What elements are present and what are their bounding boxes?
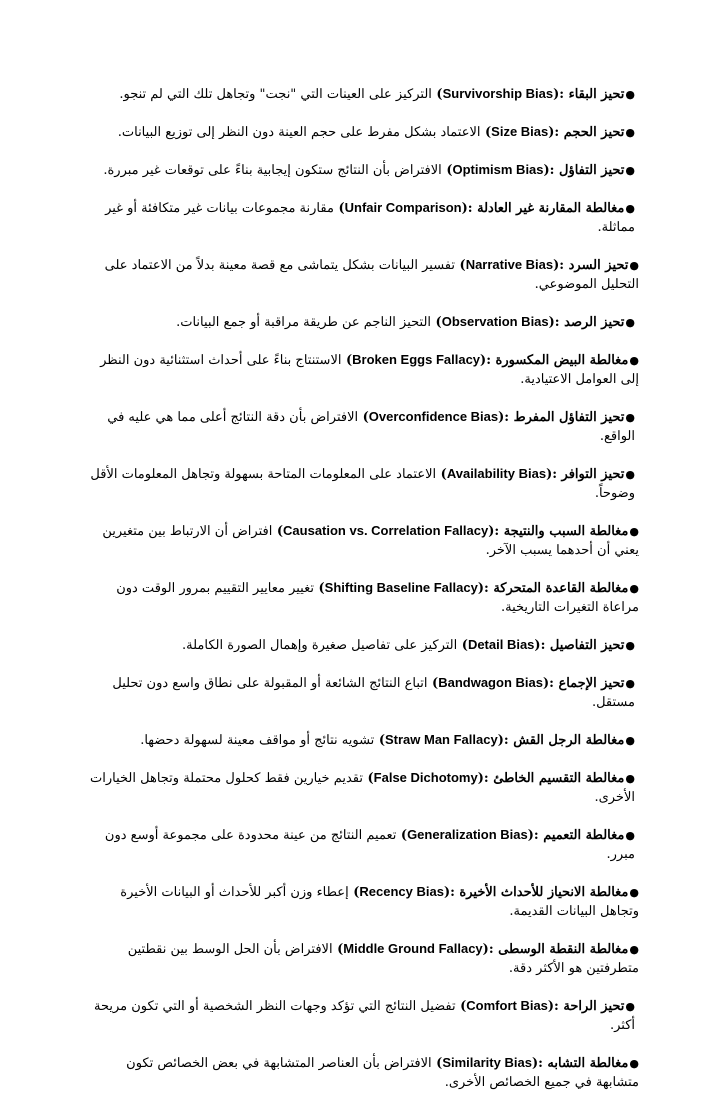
term-close: )	[480, 125, 492, 140]
term-close: )	[436, 467, 447, 482]
bullet-icon: ●	[625, 202, 635, 215]
term-english: Optimism Bias	[452, 162, 544, 177]
term-description: اتباع النتائج الشائعة أو المقبولة على نطاق واسع دون تحليل مستقل.	[112, 676, 635, 710]
term-arabic: مغالطة التشابه	[547, 1056, 629, 1071]
term-separator: :(	[488, 524, 504, 539]
bullet-icon: ●	[625, 829, 635, 842]
term-arabic: تحيز التفاؤل	[559, 163, 625, 178]
term-close: )	[362, 771, 374, 786]
term-description: مقارنة مجموعات بيانات غير متكافئة أو غير مماثلة.	[105, 201, 635, 235]
bullet-icon: ●	[629, 525, 639, 538]
term-separator: :(	[531, 1056, 548, 1071]
list-item	[86, 825, 639, 864]
bullet-icon: ●	[625, 164, 635, 177]
term-description: التحيز الناجم عن طريقة مراقبة أو جمع البيانات.	[176, 315, 432, 330]
bullet-icon: ●	[625, 126, 635, 139]
term-arabic: تحيز البقاء	[568, 87, 625, 102]
term-separator: :(	[546, 467, 562, 482]
term-close: )	[358, 410, 369, 425]
term-arabic: تحيز التفاؤل المفرط	[513, 410, 625, 425]
term-close: )	[341, 353, 353, 368]
list-item	[86, 996, 639, 1035]
list-item	[86, 768, 639, 807]
list-item	[86, 198, 639, 237]
term-description: الافتراض بأن العناصر المتشابهة في بعض الخصائص تكون متشابهة في جميع الخصائص الأخرى.	[126, 1056, 639, 1090]
list-item	[86, 84, 639, 104]
bullet-icon: ●	[625, 88, 635, 101]
term-arabic: مغالطة النقطة الوسطى	[498, 942, 629, 957]
bullet-icon: ●	[625, 411, 635, 424]
list-item	[86, 160, 639, 180]
term-separator: :(	[461, 201, 478, 216]
term-arabic: تحيز التوافر	[561, 467, 625, 482]
list-item	[86, 673, 639, 712]
term-english: Narrative Bias	[465, 257, 554, 272]
term-close: )	[431, 1056, 443, 1071]
bullet-icon: ●	[625, 772, 635, 785]
list-item	[86, 882, 639, 921]
term-separator: :(	[542, 676, 559, 691]
term-close: )	[396, 828, 408, 843]
term-description: الاعتماد بشكل مفرط على حجم العينة دون النظر إلى توزيع البيانات.	[117, 125, 481, 140]
list-item	[86, 350, 639, 389]
term-separator: :(	[443, 885, 460, 900]
term-close: )	[431, 87, 443, 102]
bullet-icon: ●	[625, 468, 635, 481]
term-separator: :(	[497, 733, 514, 748]
term-separator: :(	[553, 87, 569, 102]
term-description: تعميم النتائج من عينة محدودة على مجموعة أوسع دون مبرر.	[104, 828, 635, 862]
term-close: )	[332, 942, 344, 957]
bullet-icon: ●	[629, 354, 639, 367]
term-english: Bandwagon Bias	[438, 675, 543, 690]
term-separator: :(	[527, 828, 544, 843]
term-arabic: تحيز الراحة	[563, 999, 625, 1014]
term-close: )	[457, 638, 468, 653]
term-english: Unfair Comparison	[344, 200, 462, 215]
term-description: تقديم خيارين فقط كحلول محتملة وتجاهل الخيارات الأخرى.	[90, 771, 635, 805]
term-english: Size Bias	[491, 124, 549, 139]
term-close: )	[455, 999, 467, 1014]
term-arabic: تحيز السرد	[568, 258, 629, 273]
bullet-icon: ●	[625, 1000, 635, 1013]
term-close: )	[441, 163, 453, 178]
bullet-icon: ●	[629, 582, 639, 595]
term-description: تشويه نتائج أو مواقف معينة لسهولة دحضها.	[140, 733, 375, 748]
term-close: )	[272, 524, 284, 539]
term-english: False Dichotomy	[373, 770, 478, 785]
bullet-icon: ●	[629, 1057, 639, 1070]
term-english: Middle Ground Fallacy	[343, 941, 483, 956]
term-description: الافتراض بأن دقة النتائج أعلى مما هي عليه في الواقع.	[107, 410, 635, 444]
term-separator: :(	[543, 163, 559, 178]
term-arabic: تحيز الإجماع	[558, 676, 625, 691]
term-separator: :(	[477, 771, 494, 786]
list-item	[86, 521, 639, 560]
bullet-icon: ●	[625, 677, 635, 690]
term-english: Recency Bias	[359, 884, 444, 899]
term-description: التركيز على تفاصيل صغيرة وإهمال الصورة الكاملة.	[182, 638, 458, 653]
term-arabic: مغالطة البيض المكسورة	[495, 353, 629, 368]
term-english: Availability Bias	[446, 466, 547, 481]
term-english: Comfort Bias	[466, 998, 548, 1013]
term-separator: :(	[548, 125, 564, 140]
list-item	[86, 122, 639, 142]
term-arabic: مغالطة التقسيم الخاطئ	[493, 771, 625, 786]
term-arabic: مغالطة الرجل القش	[513, 733, 625, 748]
term-english: Observation Bias	[441, 314, 549, 329]
term-description: إعطاء وزن أكبر للأحداث أو البيانات الأخيرة وتجاهل البيانات القديمة.	[120, 885, 639, 919]
term-separator: :(	[477, 581, 494, 596]
term-close: )	[455, 258, 466, 273]
term-description: التركيز على العينات التي "نجت" وتجاهل تلك التي لم تنجو.	[119, 87, 432, 102]
term-separator: :(	[547, 999, 564, 1014]
list-item	[86, 939, 639, 978]
term-description: تفسير البيانات بشكل يتماشى مع قصة معينة بدلاً من الاعتماد على التحليل الموضوعي.	[104, 258, 639, 292]
list-item	[86, 407, 639, 446]
term-description: الاستنتاج بناءً على أحداث استثنائية دون النظر إلى العوامل الاعتيادية.	[100, 353, 639, 387]
term-description: تغيير معايير التقييم بمرور الوقت دون مراعاة التغيرات التاريخية.	[116, 581, 639, 615]
list-item	[86, 1053, 639, 1092]
term-close: )	[431, 315, 442, 330]
term-close: )	[374, 733, 385, 748]
bullet-icon: ●	[625, 316, 635, 329]
term-english: Causation vs. Correlation Fallacy	[283, 523, 489, 538]
term-description: تفضيل النتائج التي تؤكد وجهات النظر الشخصية أو التي تكون مريحة أكثر.	[94, 999, 635, 1033]
term-description: الاعتماد على المعلومات المتاحة بسهولة وتجاهل المعلومات الأقل وضوحاً.	[90, 467, 635, 501]
term-english: Overconfidence Bias	[368, 409, 499, 424]
list-item	[86, 730, 639, 750]
term-arabic: تحيز التفاصيل	[549, 638, 625, 653]
bullet-icon: ●	[629, 943, 639, 956]
term-separator: :(	[534, 638, 550, 653]
term-close: )	[348, 885, 360, 900]
term-english: Shifting Baseline Fallacy	[324, 580, 478, 595]
term-close: )	[427, 676, 439, 691]
term-english: Survivorship Bias	[442, 86, 554, 101]
term-separator: :(	[548, 315, 565, 330]
term-english: Broken Eggs Fallacy	[352, 352, 481, 367]
term-description: الافتراض بأن النتائج ستكون إيجابية بناءً على توقعات غير مبررة.	[103, 163, 442, 178]
term-english: Detail Bias	[467, 637, 535, 652]
term-close: )	[333, 201, 345, 216]
list-item	[86, 464, 639, 503]
list-item	[86, 635, 639, 655]
term-english: Straw Man Fallacy	[384, 732, 498, 747]
term-description: الافتراض بأن الحل الوسط بين نقطتين متطرفتين هو الأكثر دقة.	[127, 942, 639, 976]
bullet-icon: ●	[629, 886, 639, 899]
term-arabic: مغالطة المقارنة غير العادلة	[477, 201, 625, 216]
bullet-icon: ●	[629, 259, 639, 272]
term-english: Generalization Bias	[407, 827, 528, 842]
term-arabic: تحيز الحجم	[563, 125, 625, 140]
term-arabic: مغالطة السبب والنتيجة	[503, 524, 629, 539]
bullet-icon: ●	[625, 734, 635, 747]
term-separator: :(	[498, 410, 514, 425]
list-item	[86, 578, 639, 617]
term-arabic: مغالطة الانحياز للأحداث الأخيرة	[459, 885, 629, 900]
list-item	[86, 255, 639, 294]
bias-list	[86, 84, 639, 1110]
term-arabic: تحيز الرصد	[564, 315, 625, 330]
term-description: افتراض أن الارتباط بين متغيرين يعني أن أحدهما يسبب الآخر.	[102, 524, 639, 558]
term-english: Similarity Bias	[442, 1055, 532, 1070]
bullet-icon: ●	[625, 639, 635, 652]
term-close: )	[313, 581, 325, 596]
term-separator: :(	[553, 258, 569, 273]
term-arabic: مغالطة القاعدة المتحركة	[493, 581, 629, 596]
term-separator: :(	[480, 353, 496, 368]
term-separator: :(	[482, 942, 499, 957]
list-item	[86, 312, 639, 332]
term-arabic: مغالطة التعميم	[543, 828, 625, 843]
